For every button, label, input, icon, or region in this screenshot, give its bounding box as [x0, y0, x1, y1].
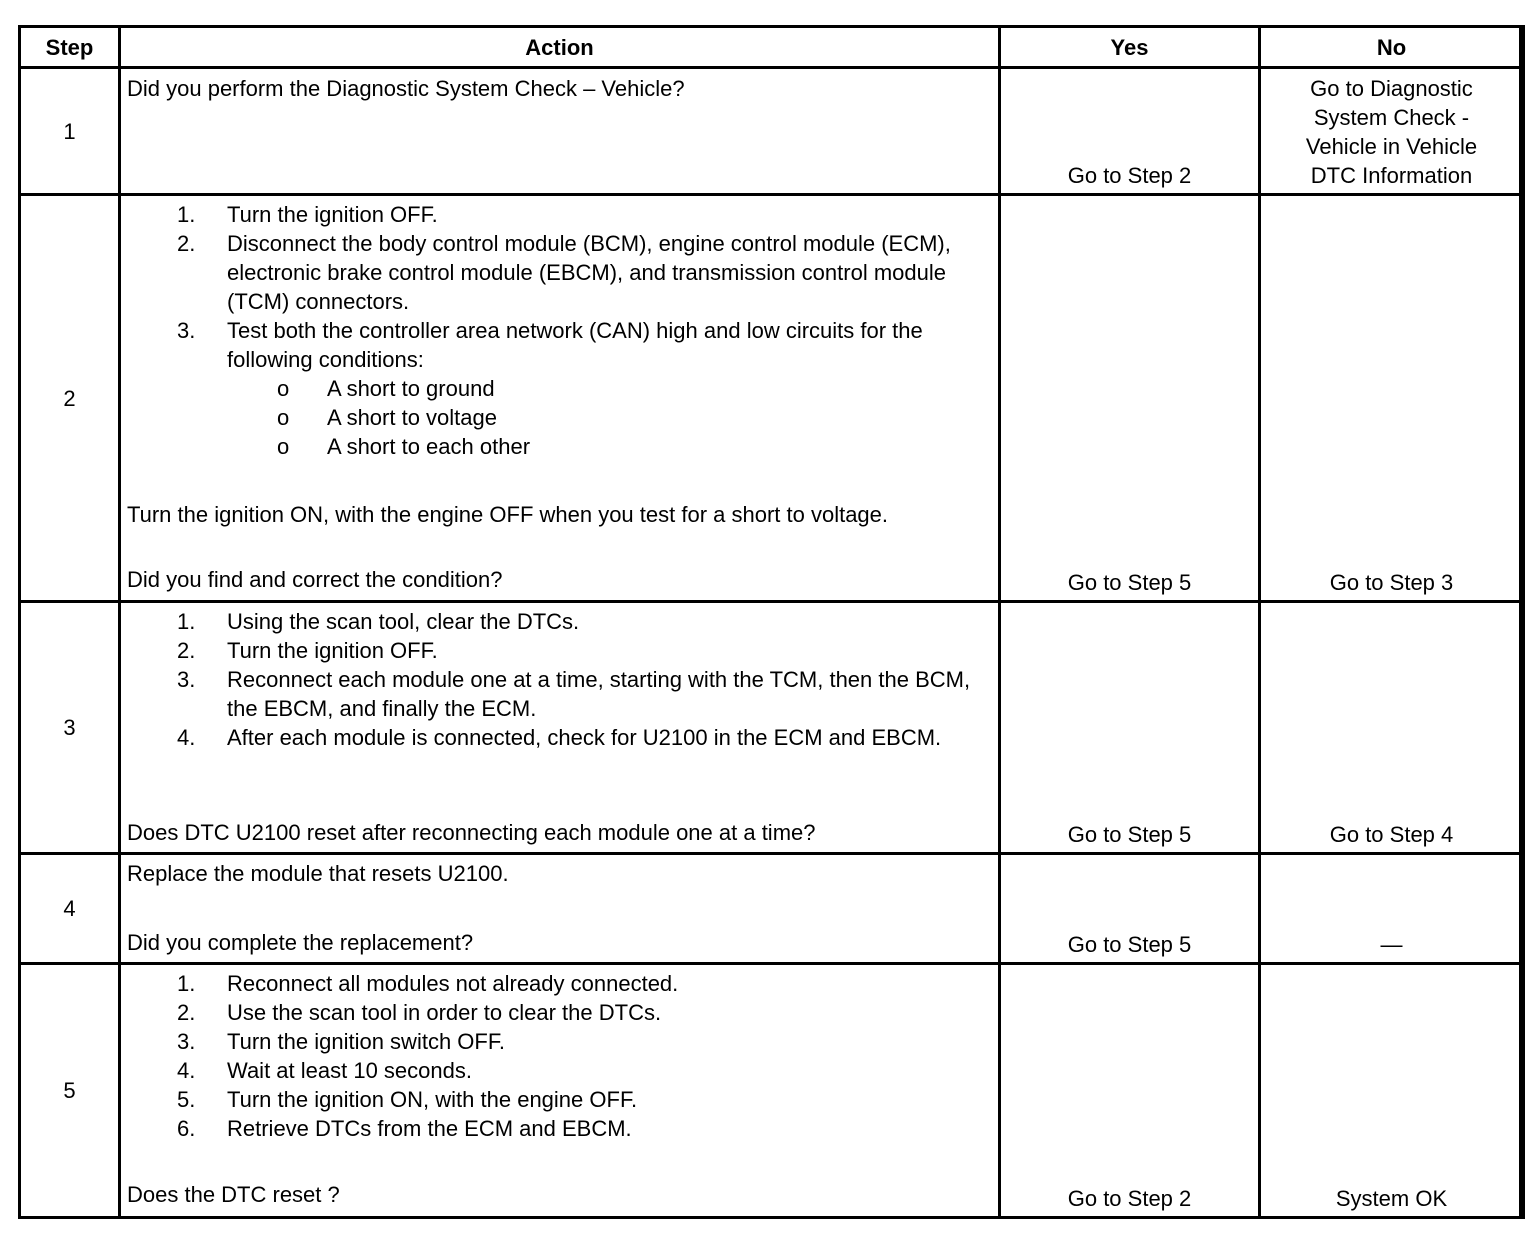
table-row	[20, 854, 1524, 964]
list-item	[127, 374, 992, 403]
list-item-text: Reconnect all modules not already connected.	[227, 971, 679, 996]
list-number: 3.	[177, 1029, 196, 1054]
note-text: Turn the ignition ON, with the engine OFF when you test for a short to voltage.	[127, 502, 889, 527]
no-result: Go to Diagnostic System Check - Vehicle in Vehicle DTC Information	[1260, 68, 1524, 195]
list-item	[127, 1114, 992, 1143]
table-row	[20, 195, 1524, 602]
list-item	[127, 1027, 992, 1056]
list-item	[127, 636, 992, 665]
no-result: —	[1260, 854, 1524, 964]
list-item	[127, 607, 992, 636]
list-item	[127, 200, 992, 229]
question-text: Does DTC U2100 reset after reconnecting each module one at a time?	[127, 820, 816, 845]
list-item	[127, 432, 992, 461]
list-item-text: After each module is connected, check for U2100 in the ECM and EBCM.	[227, 725, 942, 750]
list-number: 4.	[177, 1058, 196, 1083]
list-number: 3.	[177, 318, 196, 343]
no-result: Go to Step 4	[1260, 602, 1524, 854]
list-item-text: A short to voltage	[327, 405, 497, 430]
list-item	[127, 998, 992, 1027]
condition-list	[127, 374, 992, 461]
table-row	[20, 964, 1524, 1218]
list-item-text: Reconnect each module one at a time, starting with the TCM, then the BCM, the EBCM, and finally the ECM.	[227, 667, 971, 721]
action-content	[127, 607, 992, 847]
no-result: System OK	[1260, 964, 1524, 1218]
intro-text: Replace the module that resets U2100.	[127, 861, 509, 886]
action-cell	[120, 854, 1000, 964]
list-number: 3.	[177, 667, 196, 692]
step-list	[127, 969, 992, 1143]
question-text: Did you find and correct the condition?	[127, 567, 503, 592]
step-number: 4	[20, 854, 120, 964]
list-number: 2.	[177, 638, 196, 663]
action-content	[127, 200, 992, 594]
list-item-text: Turn the ignition OFF.	[227, 202, 438, 227]
list-item-text: Turn the ignition switch OFF.	[227, 1029, 505, 1054]
action-cell	[120, 195, 1000, 602]
table-row	[20, 68, 1524, 195]
list-number: 5.	[177, 1087, 196, 1112]
step-number: 5	[20, 964, 120, 1218]
header-action: Action	[120, 27, 1000, 68]
question-text: Did you complete the replacement?	[127, 930, 474, 955]
list-item-text: A short to ground	[327, 376, 495, 401]
yes-result: Go to Step 2	[1000, 964, 1260, 1218]
list-number: 1.	[177, 971, 196, 996]
header-yes: Yes	[1000, 27, 1260, 68]
list-number: 1.	[177, 609, 196, 634]
bullet-icon: o	[277, 405, 290, 430]
bullet-icon: o	[277, 376, 290, 401]
list-item-text: A short to each other	[327, 434, 531, 459]
action-cell	[120, 68, 1000, 195]
header-no: No	[1260, 27, 1524, 68]
yes-result: Go to Step 5	[1000, 602, 1260, 854]
diagnostic-table	[18, 25, 1525, 1219]
list-number: 2.	[177, 231, 196, 256]
bullet-icon: o	[277, 434, 290, 459]
action-content	[127, 969, 992, 1209]
diagnostic-table-page	[18, 25, 1522, 1219]
yes-result: Go to Step 2	[1000, 68, 1260, 195]
list-item	[127, 665, 992, 723]
list-number: 6.	[177, 1116, 196, 1141]
list-item	[127, 229, 992, 316]
list-number: 2.	[177, 1000, 196, 1025]
list-number: 4.	[177, 725, 196, 750]
list-item-text: Turn the ignition OFF.	[227, 638, 438, 663]
action-cell	[120, 602, 1000, 854]
step-list	[127, 200, 992, 374]
yes-result: Go to Step 5	[1000, 854, 1260, 964]
action-content	[127, 859, 992, 957]
list-item	[127, 1085, 992, 1114]
step-list	[127, 607, 992, 752]
list-item-text: Use the scan tool in order to clear the DTCs.	[227, 1000, 662, 1025]
header-step: Step	[20, 27, 120, 68]
list-item	[127, 1056, 992, 1085]
list-item	[127, 316, 992, 374]
list-number: 1.	[177, 202, 196, 227]
question-text: Does the DTC reset ?	[127, 1182, 340, 1207]
list-item-text: Wait at least 10 seconds.	[227, 1058, 472, 1083]
list-item	[127, 969, 992, 998]
yes-result: Go to Step 5	[1000, 195, 1260, 602]
list-item	[127, 403, 992, 432]
list-item-text: Test both the controller area network (CAN) high and low circuits for the following conditions:	[227, 318, 923, 372]
header-row	[20, 27, 1524, 68]
list-item	[127, 723, 992, 752]
list-item-text: Retrieve DTCs from the ECM and EBCM.	[227, 1116, 632, 1141]
list-item-text: Disconnect the body control module (BCM), engine control module (ECM), electronic brake control module (EBCM), and transmission control module (TCM) connectors.	[227, 231, 951, 314]
no-result: Go to Step 3	[1260, 195, 1524, 602]
action-instructions	[127, 200, 992, 529]
table-row	[20, 602, 1524, 854]
question-text: Did you perform the Diagnostic System Check – Vehicle?	[127, 76, 685, 101]
step-number: 2	[20, 195, 120, 602]
list-item-text: Turn the ignition ON, with the engine OFF.	[227, 1087, 638, 1112]
action-cell	[120, 964, 1000, 1218]
list-item-text: Using the scan tool, clear the DTCs.	[227, 609, 580, 634]
step-number: 1	[20, 68, 120, 195]
step-number: 3	[20, 602, 120, 854]
